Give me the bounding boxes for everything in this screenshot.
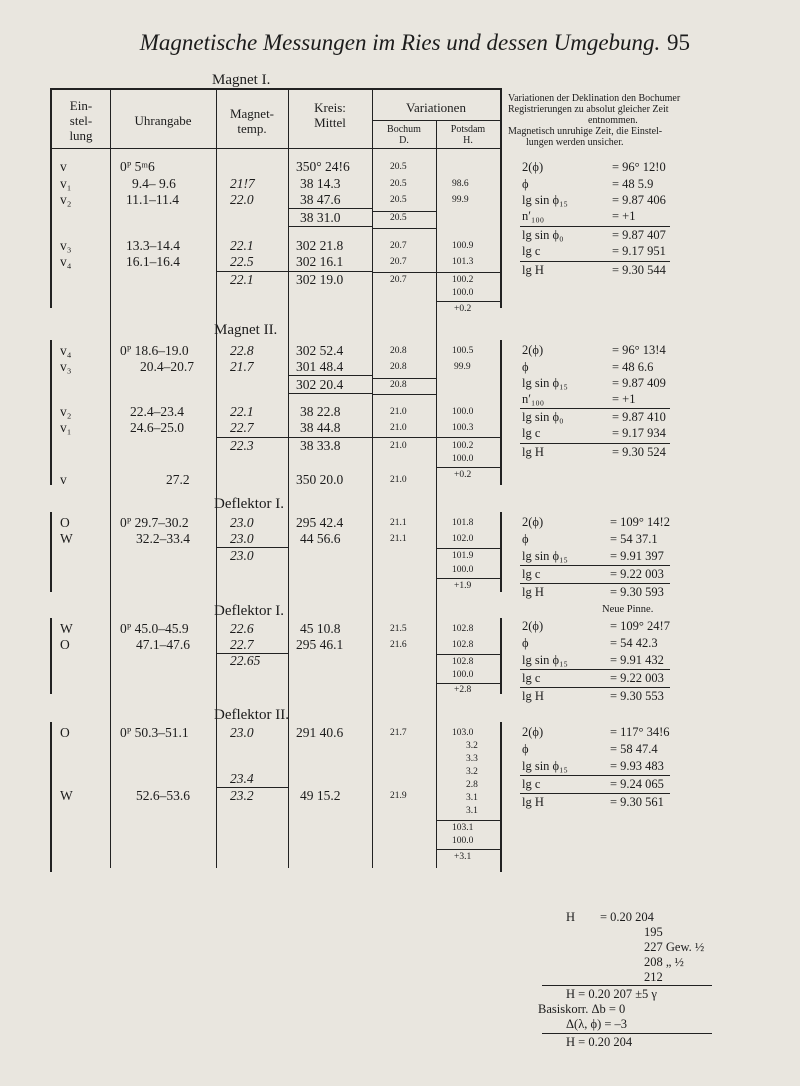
rule <box>372 228 436 229</box>
header-kreis: Kreis: Mittel <box>314 100 346 130</box>
table-right-border <box>500 88 502 308</box>
cell-b: 20.7 <box>390 241 407 251</box>
cell-u: 0ᴾ 5ᵐ6 <box>120 159 155 174</box>
header-einstellung: Ein- stel- lung <box>69 98 93 143</box>
section-left-bar <box>50 618 52 694</box>
cell-k: 45 10.8 <box>300 621 341 636</box>
formula-rhs: = 9.91 397 <box>610 549 664 563</box>
rule <box>520 669 670 670</box>
cell-p: 100.0 <box>452 836 474 846</box>
rule <box>436 548 500 549</box>
formula-rhs: = 9.30 553 <box>610 689 664 703</box>
cell-u: 13.3–14.4 <box>126 238 180 253</box>
cell-t: 23.0 <box>230 531 254 546</box>
col-divider-3 <box>288 88 289 868</box>
formula-lhs: lg sin ϕ₁₅ <box>522 759 568 773</box>
rule <box>372 394 436 395</box>
cell-b: 20.7 <box>390 275 407 285</box>
rule <box>436 849 500 850</box>
col-divider-1 <box>110 88 111 868</box>
rule <box>436 301 500 302</box>
cell-t: 22.0 <box>230 192 254 207</box>
cell-k: 302 52.4 <box>296 343 344 358</box>
summary-value: 195 <box>644 925 663 939</box>
cell-u: 22.4–23.4 <box>130 404 184 419</box>
cell-p: 100.2 <box>452 275 474 285</box>
table-top-border <box>50 88 502 90</box>
cell-p: 101.9 <box>452 551 474 561</box>
cell-u: 0ᴾ 18.6–19.0 <box>120 343 189 358</box>
formula-lhs: lg c <box>522 244 541 258</box>
formula-lhs: n′₁₀₀ <box>522 392 545 406</box>
cell-p: +2.8 <box>454 685 472 695</box>
cell-k: 295 46.1 <box>296 637 344 652</box>
formula-lhs: 2(ϕ) <box>522 343 544 357</box>
rule <box>436 467 500 468</box>
summary-basiskorr: Basiskorr. Δb = 0 <box>538 1002 626 1016</box>
cell-u: 24.6–25.0 <box>130 420 184 435</box>
cell-u: 27.2 <box>166 472 190 487</box>
cell-k: 291 40.6 <box>296 725 344 740</box>
header-potsdam: Potsdam H. <box>450 124 486 146</box>
formula-rhs: = 9.87 409 <box>612 376 666 390</box>
cell-b: 20.5 <box>390 213 407 223</box>
section-title-deflektor-2: Deflektor II. <box>214 707 289 723</box>
cell-p: 98.6 <box>452 179 469 189</box>
formula-rhs: = 9.30 524 <box>612 445 666 459</box>
cell-p: 100.3 <box>452 423 474 433</box>
cell-t: 22.1 <box>230 404 254 419</box>
cell-k: 350 20.0 <box>296 472 344 487</box>
formula-lhs: lg sin ϕ₁₅ <box>522 549 568 563</box>
section-left-bar <box>50 722 52 872</box>
cell-p: 100.0 <box>452 565 474 575</box>
summary-value: 208 „ ½ <box>644 955 684 969</box>
cell-e: v <box>60 472 67 487</box>
cell-k: 38 14.3 <box>300 176 341 191</box>
cell-b: 21.6 <box>390 640 407 650</box>
cell-k: 302 16.1 <box>296 254 344 269</box>
cell-k: 38 44.8 <box>300 420 341 435</box>
rule <box>520 261 670 262</box>
cell-b: 20.8 <box>390 346 407 356</box>
cell-k: 350° 24!6 <box>296 159 350 174</box>
cell-p: 100.5 <box>452 346 474 356</box>
cell-t: 22.1 <box>230 272 254 287</box>
formula-rhs: = 96° 12!0 <box>612 160 666 174</box>
formula-lhs: lg c <box>522 567 541 581</box>
summary-h-label: H <box>566 910 576 924</box>
col-divider-5 <box>436 120 437 868</box>
cell-k: 38 31.0 <box>300 210 341 225</box>
cell-p: 102.8 <box>452 624 474 634</box>
formula-lhs: ϕ <box>522 636 529 650</box>
cell-p: 103.0 <box>452 728 474 738</box>
formula-rhs: = 9.87 410 <box>612 410 666 424</box>
cell-t: 22.7 <box>230 637 254 652</box>
cell-e: v₃ <box>60 359 72 374</box>
cell-b: 20.8 <box>390 362 407 372</box>
formula-lhs: lg sin ϕ₁₅ <box>522 376 568 390</box>
formula-rhs: = 96° 13!4 <box>612 343 666 357</box>
cell-p: 100.0 <box>452 670 474 680</box>
cell-t: 23.0 <box>230 725 254 740</box>
cell-u: 9.4– 9.6 <box>132 176 176 191</box>
cell-k: 38 47.6 <box>300 192 341 207</box>
cell-e: v <box>60 159 67 174</box>
cell-b: 21.0 <box>390 475 407 485</box>
rule <box>372 378 436 379</box>
section-right-bar <box>500 618 502 694</box>
formula-rhs: = 9.24 065 <box>610 777 664 791</box>
formula-lhs: lg c <box>522 777 541 791</box>
section-left-bar <box>50 512 52 592</box>
formula-lhs: lg sin ϕ₁₅ <box>522 193 568 207</box>
page-running-title: Magnetische Messungen im Ries und dessen Umgebung. <box>139 30 661 55</box>
section-right-bar <box>500 512 502 592</box>
page-number: 95 <box>667 30 690 55</box>
rule <box>288 393 372 394</box>
cell-e: W <box>60 788 73 803</box>
rule <box>520 443 670 444</box>
formula-lhs: 2(ϕ) <box>522 619 544 633</box>
formula-rhs: = 109° 24!7 <box>610 619 670 633</box>
cell-p: 100.0 <box>452 407 474 417</box>
cell-e: v₁ <box>60 420 72 435</box>
cell-p: 102.0 <box>452 534 474 544</box>
formula-lhs: n′₁₀₀ <box>522 209 545 223</box>
rule <box>520 775 670 776</box>
formula-rhs: = 9.17 951 <box>612 244 666 258</box>
formula-rhs: = 9.22 003 <box>610 671 664 685</box>
formula-lhs: lg c <box>522 426 541 440</box>
cell-t: 23.0 <box>230 548 254 563</box>
formula-rhs: = 9.22 003 <box>610 567 664 581</box>
cell-p: 99.9 <box>452 195 469 205</box>
header-uhrangabe: Uhrangabe <box>134 113 192 128</box>
formula-lhs: lg c <box>522 671 541 685</box>
cell-t: 22.5 <box>230 254 254 269</box>
cell-t: 22.7 <box>230 420 254 435</box>
cell-e: v₄ <box>60 343 72 358</box>
cell-b: 21.9 <box>390 791 407 801</box>
note-neue-pinne: Neue Pinne. <box>602 604 654 615</box>
cell-t: 22.3 <box>230 438 254 453</box>
cell-p: 2.8 <box>466 780 478 790</box>
section-left-bar <box>50 340 52 485</box>
cell-k: 38 22.8 <box>300 404 341 419</box>
summary-delta: Δ(λ, ϕ) = –3 <box>566 1017 628 1031</box>
formula-rhs: = 58 47.4 <box>610 742 658 756</box>
section-right-bar <box>500 722 502 872</box>
header-bochum: Bochum D. <box>387 124 421 146</box>
formula-rhs: = 9.91 432 <box>610 653 664 667</box>
cell-e: v₃ <box>60 238 72 253</box>
rule <box>288 226 372 227</box>
header-variationen: Variationen <box>406 100 466 115</box>
cell-e: O <box>60 725 70 740</box>
cell-p: 100.0 <box>452 454 474 464</box>
header-magnet-temp: Magnet- temp. <box>229 106 275 136</box>
formula-lhs: ϕ <box>522 742 529 756</box>
rule <box>520 583 670 584</box>
cell-p: 99.9 <box>454 362 471 372</box>
formula-lhs: lg H <box>522 445 544 459</box>
formula-rhs: = 9.30 561 <box>610 795 664 809</box>
section-title-magnet-1: Magnet I. <box>212 72 271 88</box>
cell-u: 20.4–20.7 <box>140 359 194 374</box>
cell-u: 32.2–33.4 <box>136 531 190 546</box>
cell-k: 301 48.4 <box>296 359 344 374</box>
cell-t: 22.8 <box>230 343 254 358</box>
cell-t: 23.2 <box>230 788 254 803</box>
cell-k: 302 20.4 <box>296 377 344 392</box>
note-block: Variationen der Deklination den Bochumer Registrierungen zu absolut gleicher Zeit entnommen. Magnetisch unruhige Zeit, die Einstel- lungen werden unsicher. <box>508 93 681 148</box>
cell-p: +1.9 <box>454 581 472 591</box>
cell-b: 21.0 <box>390 407 407 417</box>
cell-b: 21.5 <box>390 624 407 634</box>
cell-p: 100.0 <box>452 288 474 298</box>
cell-p: 102.8 <box>452 640 474 650</box>
formula-lhs: lg H <box>522 263 544 277</box>
rule <box>520 687 670 688</box>
cell-b: 20.5 <box>390 195 407 205</box>
rule <box>288 208 372 209</box>
formula-lhs: 2(ϕ) <box>522 515 544 529</box>
cell-p: 101.8 <box>452 518 474 528</box>
rule <box>520 408 670 409</box>
formula-rhs: = 54 37.1 <box>610 532 658 546</box>
cell-p: 3.2 <box>466 767 478 777</box>
formula-lhs: lg sin ϕ₁₅ <box>522 653 568 667</box>
formula-rhs: = 48 5.9 <box>612 177 654 191</box>
rule <box>520 226 670 227</box>
cell-b: 20.8 <box>390 380 407 390</box>
cell-p: 3.2 <box>466 741 478 751</box>
rule <box>520 565 670 566</box>
cell-p: 3.1 <box>466 806 478 816</box>
rule <box>542 1033 712 1034</box>
rule <box>436 820 500 821</box>
cell-u: 11.1–11.4 <box>126 192 179 207</box>
section-title-deflektor-1a: Deflektor I. <box>214 496 284 512</box>
formula-lhs: lg sin ϕ₀ <box>522 228 564 242</box>
formula-rhs: = 9.17 934 <box>612 426 666 440</box>
formula-rhs: = 109° 14!2 <box>610 515 670 529</box>
formula-rhs: = 9.30 593 <box>610 585 664 599</box>
cell-p: 100.9 <box>452 241 474 251</box>
formula-rhs: = 9.87 406 <box>612 193 666 207</box>
cell-u: 47.1–47.6 <box>136 637 190 652</box>
cell-k: 38 33.8 <box>300 438 341 453</box>
cell-b: 21.1 <box>390 518 407 528</box>
section-title-deflektor-1b: Deflektor I. <box>214 603 284 619</box>
cell-p: +0.2 <box>454 470 472 480</box>
formula-lhs: ϕ <box>522 532 529 546</box>
cell-k: 295 42.4 <box>296 515 344 530</box>
formula-lhs: ϕ <box>522 177 529 191</box>
formula-lhs: lg H <box>522 795 544 809</box>
formula-lhs: lg sin ϕ₀ <box>522 410 564 424</box>
header-bottom-rule <box>50 148 502 149</box>
cell-b: 20.5 <box>390 162 407 172</box>
rule <box>436 578 500 579</box>
formula-rhs: = 48 6.6 <box>612 360 654 374</box>
cell-t: 23.0 <box>230 515 254 530</box>
formula-rhs: = +1 <box>612 209 636 223</box>
formula-lhs: 2(ϕ) <box>522 160 544 174</box>
cell-e: v₄ <box>60 254 72 269</box>
cell-t: 22.1 <box>230 238 254 253</box>
cell-u: 0ᴾ 29.7–30.2 <box>120 515 189 530</box>
cell-e: O <box>60 515 70 530</box>
cell-t: 23.4 <box>230 771 254 786</box>
formula-rhs: = 9.30 544 <box>612 263 666 277</box>
rule <box>372 272 500 273</box>
formula-lhs: lg H <box>522 689 544 703</box>
cell-u: 16.1–16.4 <box>126 254 180 269</box>
cell-b: 21.7 <box>390 728 407 738</box>
col-divider-4 <box>372 88 373 868</box>
variationen-rule <box>372 120 500 121</box>
cell-e: v₂ <box>60 192 72 207</box>
formula-rhs: = 117° 34!6 <box>610 725 670 739</box>
rule <box>288 375 372 376</box>
cell-k: 302 21.8 <box>296 238 344 253</box>
cell-p: +3.1 <box>454 852 472 862</box>
rule <box>436 683 500 684</box>
cell-k: 302 19.0 <box>296 272 344 287</box>
rule <box>436 654 500 655</box>
summary-value: 227 Gew. ½ <box>644 940 705 954</box>
summary-h-final: H = 0.20 204 <box>566 1035 633 1049</box>
cell-p: 3.1 <box>466 793 478 803</box>
cell-t: 22.6 <box>230 621 254 636</box>
summary-value: 212 <box>644 970 663 984</box>
cell-k: 44 56.6 <box>300 531 341 546</box>
cell-e: W <box>60 531 73 546</box>
cell-p: 102.8 <box>452 657 474 667</box>
cell-b: 20.7 <box>390 257 407 267</box>
rule <box>542 985 712 986</box>
cell-b: 21.0 <box>390 441 407 451</box>
summary-h-first: = 0.20 204 <box>600 910 654 924</box>
formula-rhs: = 54 42.3 <box>610 636 658 650</box>
cell-t: 21.7 <box>230 359 254 374</box>
rule <box>372 211 436 212</box>
cell-e: v₁ <box>60 176 72 191</box>
cell-p: 103.1 <box>452 823 474 833</box>
cell-b: 20.5 <box>390 179 407 189</box>
cell-p: 100.2 <box>452 441 474 451</box>
cell-e: v₂ <box>60 404 72 419</box>
formula-lhs: 2(ϕ) <box>522 725 544 739</box>
cell-u: 0ᴾ 50.3–51.1 <box>120 725 189 740</box>
formula-lhs: ϕ <box>522 360 529 374</box>
cell-p: 3.3 <box>466 754 478 764</box>
cell-u: 52.6–53.6 <box>136 788 190 803</box>
rule <box>372 437 500 438</box>
cell-u: 0ᴾ 45.0–45.9 <box>120 621 189 636</box>
summary-h-mean: H = 0.20 207 ±5 γ <box>566 987 657 1001</box>
formula-rhs: = 9.87 407 <box>612 228 666 242</box>
cell-e: O <box>60 637 70 652</box>
cell-b: 21.1 <box>390 534 407 544</box>
cell-t: 22.65 <box>230 653 261 668</box>
cell-p: +0.2 <box>454 304 472 314</box>
section-title-magnet-2: Magnet II. <box>214 322 278 338</box>
formula-lhs: lg H <box>522 585 544 599</box>
formula-rhs: = 9.93 483 <box>610 759 664 773</box>
formula-rhs: = +1 <box>612 392 636 406</box>
cell-p: 101.3 <box>452 257 474 267</box>
cell-b: 21.0 <box>390 423 407 433</box>
cell-t: 21!7 <box>230 176 255 191</box>
cell-k: 49 15.2 <box>300 788 341 803</box>
col-divider-2 <box>216 88 217 868</box>
cell-e: W <box>60 621 73 636</box>
section-right-bar <box>500 340 502 485</box>
rule <box>520 793 670 794</box>
